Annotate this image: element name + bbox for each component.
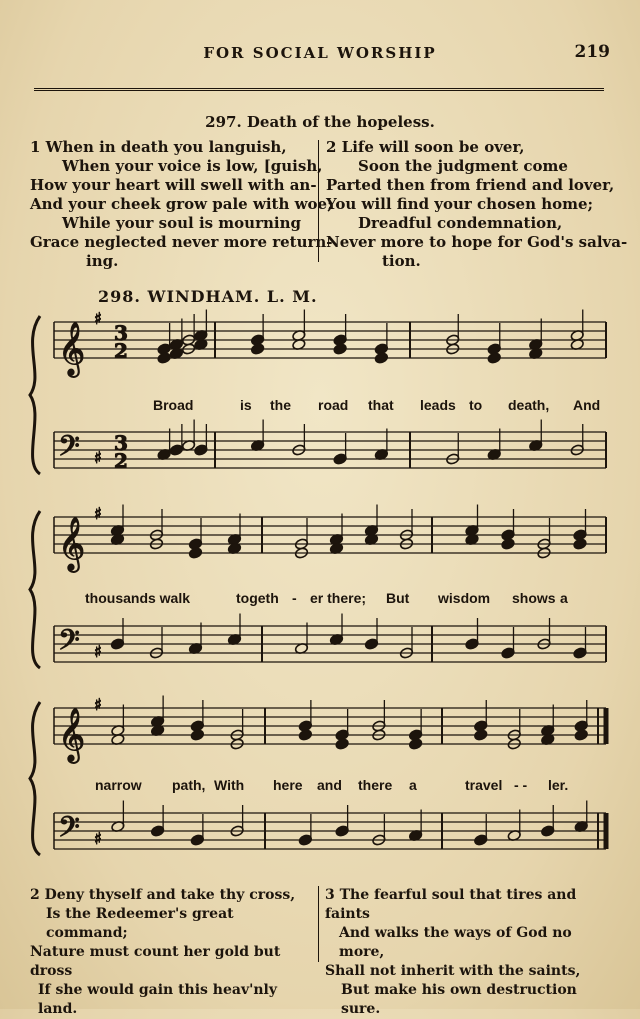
sharp-icon: ♯ [94, 309, 102, 328]
verse-line: 2 Life will soon be over, [326, 138, 525, 156]
sharp-icon: ♯ [94, 448, 102, 467]
verse-line: Grace neglected never more return- [30, 233, 333, 251]
note-head [188, 547, 202, 559]
verse-line: Soon the judgment come [358, 157, 568, 175]
lyric-word: shows [512, 590, 556, 606]
time-sig-top: 3 [114, 321, 128, 345]
verse-line: 1 When in death you languish, [30, 138, 287, 156]
verse-line: How your heart will swell with an- [30, 176, 317, 194]
note-head [190, 729, 204, 741]
sharp-icon: ♯ [94, 695, 102, 714]
lyric-word: With [214, 777, 245, 793]
verse-line: While your soul is mourning [62, 214, 301, 232]
lyric-word: road [318, 397, 349, 413]
lyric-word: Broad [153, 397, 194, 413]
lyrics-system-2 [0, 590, 640, 610]
lyric-word: leads [420, 397, 456, 413]
lyric-word: And [573, 397, 601, 413]
verse-line: Nature must count her gold but dross [30, 944, 281, 979]
note-head [157, 352, 171, 364]
hymn-298-stanza-2 [30, 886, 315, 1019]
note-head [335, 738, 349, 750]
note-head [501, 538, 515, 550]
running-header: FOR SOCIAL WORSHIP [203, 44, 437, 62]
sharp-icon: ♯ [94, 642, 102, 661]
column-divider [318, 886, 319, 962]
lyric-word: death, [508, 397, 550, 413]
lyric-word: narrow [95, 777, 142, 793]
verse-line: Shall not inherit with the saints, [325, 963, 581, 979]
verse-line: Parted then from friend and lover, [326, 176, 615, 194]
verse-line: And walks the ways of God no more, [339, 925, 572, 960]
lyric-word: togeth [236, 590, 279, 606]
sharp-icon: ♯ [94, 829, 102, 848]
verse-line: 3 The fearful soul that tires and faints [325, 887, 577, 922]
hymn-297-title: 297. Death of the hopeless. [205, 113, 435, 131]
lyric-word: thousands walk [85, 590, 191, 606]
lyric-word: But [386, 590, 410, 606]
tune-298-title: 298. WINDHAM. L. M. [98, 287, 318, 306]
verse-line: Dreadful condemnation, [358, 214, 563, 232]
lyric-word: ler. [548, 777, 569, 793]
bass-clef: 𝄢 [58, 624, 80, 664]
time-sig-top: 3 [114, 431, 128, 455]
lyric-word: wisdom [438, 590, 491, 606]
verse-line: When your voice is low, [guish, [62, 157, 323, 175]
verse-line: And your cheek grow pale with woe; [30, 195, 333, 213]
lyric-word: and [317, 777, 342, 793]
lyric-word: path, [172, 777, 206, 793]
verse-line: Never more to hope for God's salva- [326, 233, 628, 251]
note-head [409, 738, 423, 750]
lyric-word: - [292, 590, 297, 606]
lyric-word: travel [465, 777, 503, 793]
verse-line: Is the Redeemer's great command; [46, 906, 234, 941]
lyric-word: there [358, 777, 393, 793]
note-head [374, 352, 388, 364]
verse-line: If she would gain this heav'nly land. [38, 982, 277, 1017]
page-number: 219 [574, 42, 610, 62]
verse-line: ing. [86, 252, 119, 270]
lyrics-system-1 [0, 397, 640, 417]
note-head [574, 729, 588, 741]
verse-line: tion. [382, 252, 421, 270]
lyric-word: - - [514, 777, 528, 793]
bass-clef: 𝄢 [58, 811, 80, 851]
note-head [251, 343, 265, 355]
note-head [474, 729, 488, 741]
lyric-word: a [409, 777, 417, 793]
verse-line: 2 Deny thyself and take thy cross, [30, 887, 296, 903]
lyric-word: is [240, 397, 252, 413]
lyric-word: the [270, 397, 291, 413]
hymn-298-stanza-3 [325, 886, 620, 1019]
lyric-word: to [469, 397, 483, 413]
time-sig-bottom: 2 [114, 339, 128, 363]
verse-line: You will find your chosen home; [326, 195, 594, 213]
lyric-word: here [273, 777, 303, 793]
note-head [573, 538, 587, 550]
sharp-icon: ♯ [94, 504, 102, 523]
lyric-word: that [368, 397, 394, 413]
treble-clef: 𝄞 [58, 516, 86, 570]
treble-clef: 𝄞 [58, 321, 86, 375]
lyric-word: er there; [310, 590, 367, 606]
time-sig-bottom: 2 [114, 449, 128, 473]
note-head [333, 343, 347, 355]
brace [30, 316, 40, 474]
treble-clef: 𝄞 [58, 707, 86, 761]
bass-clef: 𝄢 [58, 430, 80, 470]
lyrics-system-3 [0, 777, 640, 797]
verse-line: But make his own destruction sure. [341, 982, 577, 1017]
note-head [487, 352, 501, 364]
note-head [298, 729, 312, 741]
lyric-word: a [560, 590, 568, 606]
